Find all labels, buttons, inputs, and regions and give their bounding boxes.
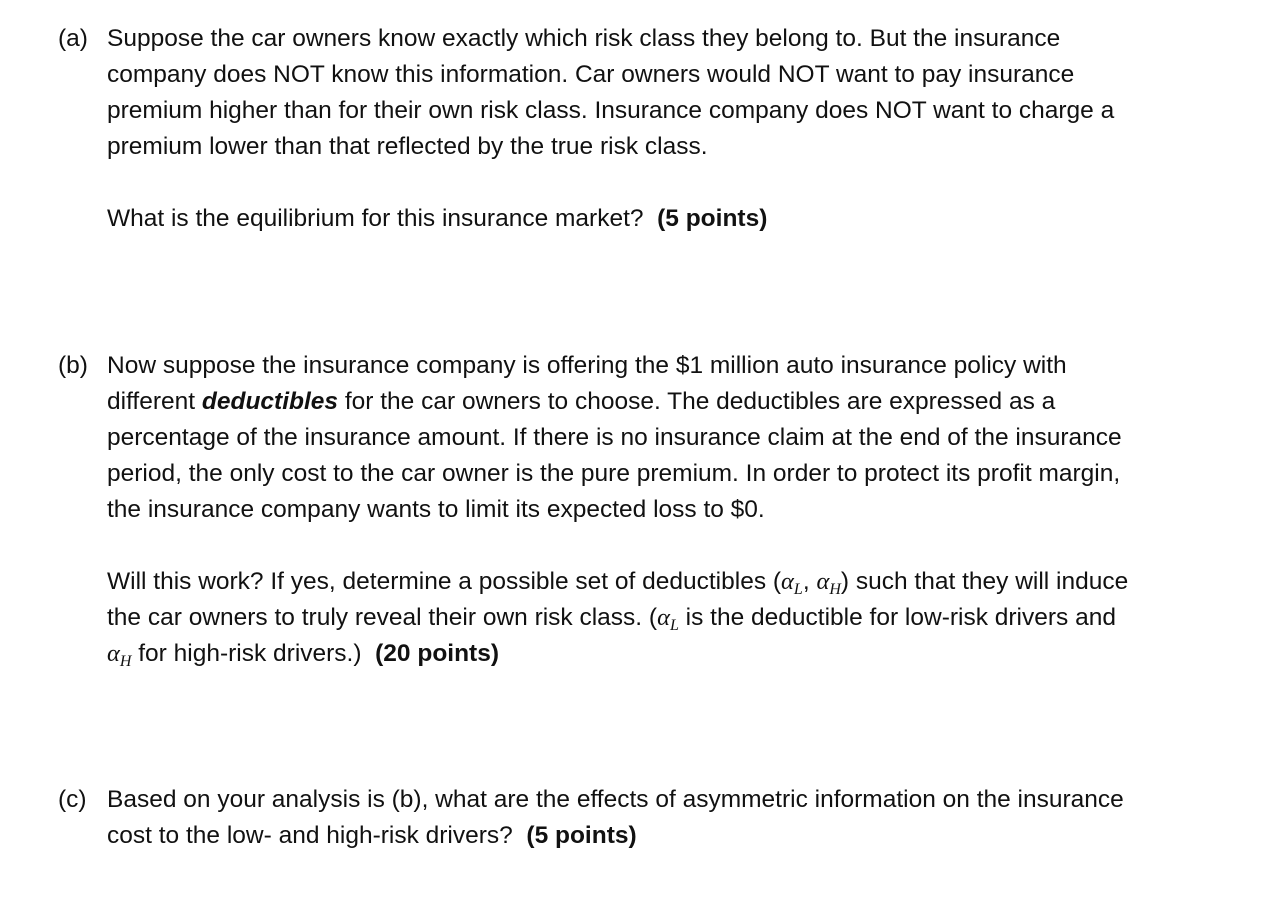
question-b-points: (20 points) [375,640,500,667]
question-c-points: (5 points) [526,822,637,849]
question-b-p2-line-3 [107,636,1280,672]
question-a-prompt-line [107,201,1280,237]
math-comma: , [802,568,817,595]
question-b-line-1: Now suppose the insurance company is offering the $1 million auto insurance policy with [107,352,1067,379]
question-b-p2-line-1 [107,564,1280,600]
question-a [58,21,1280,237]
alpha-l-symbol: $\alpha_L$ [781,568,803,598]
question-b-p2-line-1-pre: Will this work? If yes, determine a possible set of deductibles ( [107,568,782,595]
question-c-line-2-text: cost to the low- and high-risk drivers? [107,822,513,849]
question-b-p2-line-3-post: for high-risk drivers.) [131,640,362,667]
question-b-p2-line-2-pre: the car owners to truly reveal their own risk class. ( [107,604,658,631]
question-b-line-5: the insurance company wants to limit its expected loss to $0. [107,496,765,523]
question-c-line-2 [107,818,1280,854]
question-c-body [107,782,1280,854]
alpha-h-symbol: $\alpha_H$ [107,640,132,670]
alpha-h-symbol: $\alpha_H$ [816,568,841,598]
question-b-line-2-pre: different [107,388,202,415]
question-b-label: (b) [58,352,88,379]
question-c-label: (c) [58,786,87,813]
question-b-body [107,348,1280,672]
deductibles-emphasis: deductibles [201,388,339,415]
question-a-label: (a) [58,25,88,52]
question-b [58,348,1280,672]
question-a-points: (5 points) [657,205,768,232]
question-b-p2-line-2 [107,600,1280,636]
question-a-line-4: premium lower than that reflected by the true risk class. [107,133,708,160]
question-b-line-2 [107,384,1280,420]
question-b-line-3: percentage of the insurance amount. If there is no insurance claim at the end of the insurance [107,424,1122,451]
question-a-line-3: premium higher than for their own risk class. Insurance company does NOT want to charge a [107,97,1115,124]
question-b-p2-line-2-post: is the deductible for low-risk drivers and [678,604,1116,631]
question-b-p2-line-1-post: ) such that they will induce [840,568,1129,595]
question-a-line-2: company does NOT know this information. Car owners would NOT want to pay insurance [107,61,1075,88]
question-b-line-2-post: for the car owners to choose. The deductibles are expressed as a [338,388,1056,415]
question-a-body [107,21,1280,237]
question-a-line-1: Suppose the car owners know exactly which risk class they belong to. But the insurance [107,25,1061,52]
question-b-line-4: period, the only cost to the car owner is the pure premium. In order to protect its profit margin, [107,460,1121,487]
question-c-line-1: Based on your analysis is (b), what are the effects of asymmetric information on the insurance [107,786,1124,813]
question-c [58,782,1280,854]
question-a-prompt: What is the equilibrium for this insurance market? [107,205,644,232]
alpha-l-symbol: $\alpha_L$ [657,604,679,634]
